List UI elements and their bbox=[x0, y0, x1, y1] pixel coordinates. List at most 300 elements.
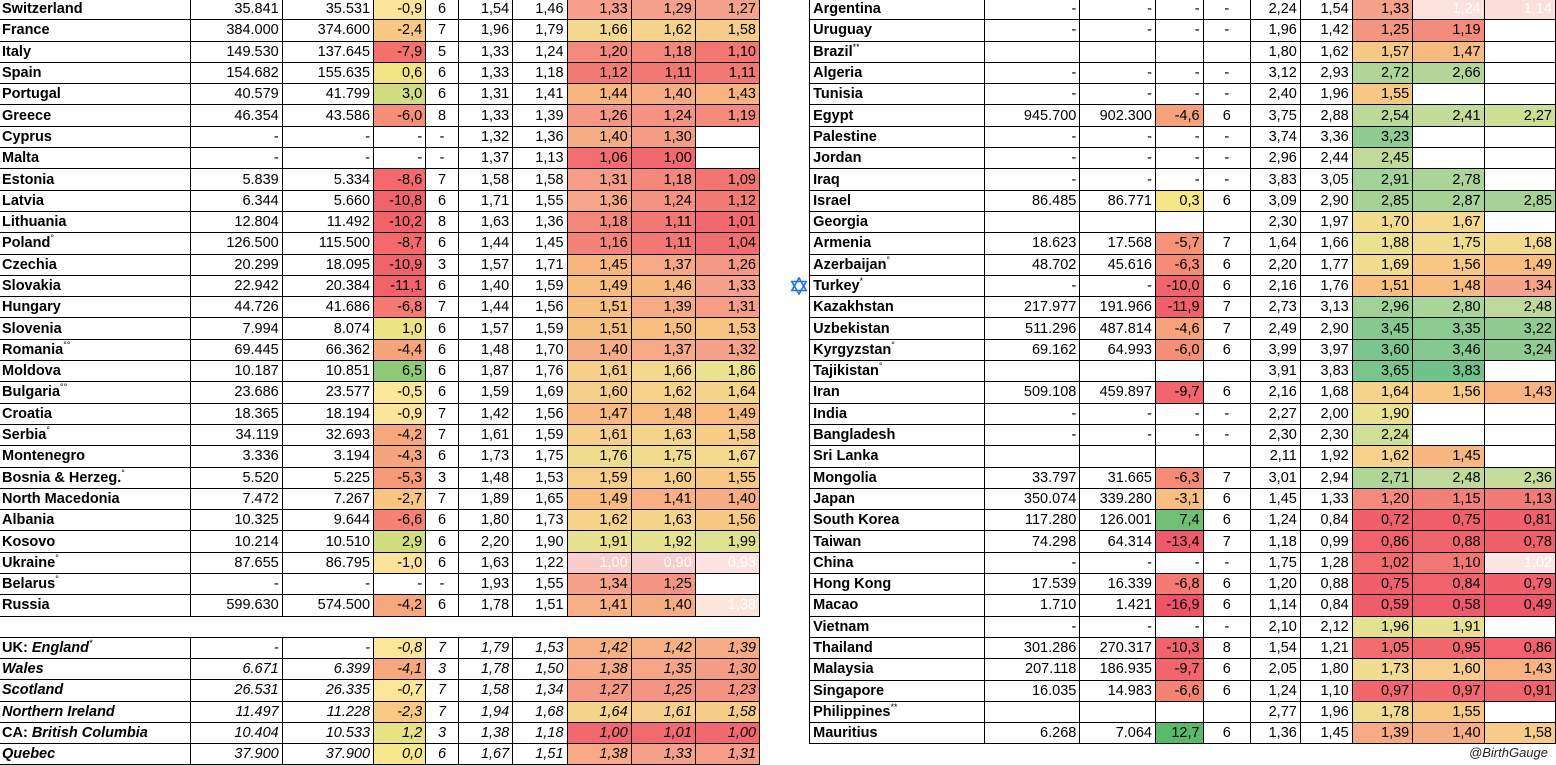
tfr-5: 3,24 bbox=[1484, 339, 1555, 360]
tfr-4: 1,10 bbox=[1413, 552, 1484, 573]
tfr-1: 1,87 bbox=[458, 361, 512, 382]
tfr-4: 1,62 bbox=[631, 382, 695, 403]
tfr-4: 1,00 bbox=[631, 148, 695, 169]
births-prev: 33.797 bbox=[985, 467, 1080, 488]
change-pct bbox=[1156, 701, 1204, 722]
marker-cell bbox=[788, 105, 810, 126]
births-prev: - bbox=[985, 148, 1080, 169]
country-label: Thailand bbox=[813, 640, 873, 657]
table-row bbox=[788, 318, 1556, 339]
table-row bbox=[0, 467, 760, 488]
months: 3 bbox=[426, 467, 459, 488]
tfr-3: 3,23 bbox=[1352, 126, 1413, 147]
months: - bbox=[1203, 169, 1251, 190]
marker-cell bbox=[788, 339, 810, 360]
footnote-mark: * bbox=[89, 637, 93, 648]
tfr-2: 3,05 bbox=[1300, 169, 1352, 190]
change-pct: -6,6 bbox=[374, 510, 426, 531]
births-prev: 16.035 bbox=[985, 680, 1080, 701]
table-row bbox=[0, 382, 760, 403]
tfr-4: 1,11 bbox=[631, 62, 695, 83]
country-name bbox=[0, 0, 191, 20]
change-pct: -1,0 bbox=[374, 552, 426, 573]
tfr-4: 1,11 bbox=[631, 211, 695, 232]
tfr-3: 1,20 bbox=[1352, 488, 1413, 509]
tfr-4: 1,24 bbox=[631, 105, 695, 126]
tfr-1: 2,30 bbox=[1251, 211, 1301, 232]
marker-cell bbox=[788, 41, 810, 62]
tfr-1: 3,09 bbox=[1251, 190, 1301, 211]
tfr-1: 1,58 bbox=[458, 680, 512, 701]
footnote-mark: ° bbox=[886, 254, 891, 265]
births-prev: 149.530 bbox=[191, 41, 282, 62]
country-name bbox=[810, 701, 985, 722]
author-credit: @BirthGauge bbox=[1469, 745, 1548, 760]
tfr-2: 1,59 bbox=[513, 275, 567, 296]
footnote-mark: ° bbox=[55, 574, 59, 585]
change-pct: -10,9 bbox=[374, 254, 426, 275]
tfr-2: 0,84 bbox=[1300, 510, 1352, 531]
tfr-3: 1,49 bbox=[567, 488, 631, 509]
marker-cell bbox=[788, 84, 810, 105]
tfr-3: 1,12 bbox=[567, 62, 631, 83]
births-prev: 11.497 bbox=[191, 701, 282, 722]
tfr-2: 1,39 bbox=[513, 105, 567, 126]
tfr-4 bbox=[1413, 126, 1484, 147]
country-label: Vietnam bbox=[813, 618, 870, 635]
births-curr: 574.500 bbox=[282, 595, 373, 616]
tfr-3: 1,90 bbox=[1352, 403, 1413, 424]
change-pct: -13,4 bbox=[1156, 531, 1204, 552]
births-curr bbox=[1080, 701, 1156, 722]
tfr-3: 0,97 bbox=[1352, 680, 1413, 701]
tfr-3: 1,06 bbox=[567, 148, 631, 169]
table-row bbox=[0, 190, 760, 211]
table-row bbox=[0, 361, 760, 382]
births-curr: 374.600 bbox=[282, 20, 373, 41]
change-pct: -6,6 bbox=[1156, 680, 1204, 701]
tfr-2: 0,84 bbox=[1300, 595, 1352, 616]
months: - bbox=[1203, 0, 1251, 20]
marker-cell bbox=[788, 0, 810, 20]
change-pct: -7,9 bbox=[374, 41, 426, 62]
births-curr bbox=[1080, 361, 1156, 382]
births-curr: 339.280 bbox=[1080, 488, 1156, 509]
births-curr: - bbox=[1080, 84, 1156, 105]
births-curr: 155.635 bbox=[282, 62, 373, 83]
tfr-1: 1,78 bbox=[458, 658, 512, 679]
tfr-1: 2,49 bbox=[1251, 318, 1301, 339]
marker-cell bbox=[788, 211, 810, 232]
tfr-1: 1,36 bbox=[1251, 723, 1301, 744]
country-label: Taiwan bbox=[813, 533, 862, 550]
months: 6 bbox=[426, 62, 459, 83]
country-name bbox=[0, 424, 191, 445]
births-curr: 191.966 bbox=[1080, 297, 1156, 318]
tfr-2: 1,54 bbox=[1300, 0, 1352, 20]
months: 7 bbox=[426, 488, 459, 509]
tfr-1: 1,57 bbox=[458, 318, 512, 339]
tfr-5: 1,40 bbox=[695, 488, 759, 509]
tfr-1: 1,14 bbox=[1251, 595, 1301, 616]
table-row bbox=[0, 126, 760, 147]
country-label: Uruguay bbox=[813, 22, 872, 39]
country-label: Armenia bbox=[813, 235, 872, 252]
change-pct: -0,9 bbox=[374, 0, 426, 20]
country-label: Mauritius bbox=[813, 725, 878, 742]
tfr-1: 1,33 bbox=[458, 41, 512, 62]
births-curr: 37.900 bbox=[282, 744, 373, 765]
table-row bbox=[788, 361, 1556, 382]
footnote-mark: °° bbox=[60, 382, 68, 393]
change-pct: -4,2 bbox=[374, 424, 426, 445]
months: 8 bbox=[1203, 637, 1251, 658]
births-curr: - bbox=[1080, 126, 1156, 147]
births-curr: 31.665 bbox=[1080, 467, 1156, 488]
marker-cell bbox=[788, 20, 810, 41]
tfr-4: 1,25 bbox=[631, 680, 695, 701]
tfr-3: 2,24 bbox=[1352, 424, 1413, 445]
months: 7 bbox=[426, 403, 459, 424]
table-row bbox=[0, 510, 760, 531]
tfr-3: 1,26 bbox=[567, 105, 631, 126]
births-prev: 6.268 bbox=[985, 723, 1080, 744]
months: 6 bbox=[1203, 574, 1251, 595]
country-name bbox=[810, 0, 985, 20]
tfr-5: 1,12 bbox=[695, 190, 759, 211]
country-label: Sri Lanka bbox=[813, 448, 879, 465]
tfr-2: 1,36 bbox=[513, 211, 567, 232]
births-prev: 1.710 bbox=[985, 595, 1080, 616]
change-pct: - bbox=[1156, 616, 1204, 637]
tfr-2: 1,45 bbox=[513, 233, 567, 254]
country-label: Bangladesh bbox=[813, 427, 896, 444]
tfr-2: 1,97 bbox=[1300, 211, 1352, 232]
table-row bbox=[788, 424, 1556, 445]
country-name bbox=[810, 574, 985, 595]
tfr-5 bbox=[1484, 84, 1555, 105]
table-row bbox=[788, 148, 1556, 169]
tfr-3: 2,71 bbox=[1352, 467, 1413, 488]
births-prev: - bbox=[985, 275, 1080, 296]
tfr-4: 1,40 bbox=[631, 84, 695, 105]
table-row bbox=[788, 701, 1556, 722]
tfr-4: 1,29 bbox=[631, 0, 695, 20]
births-prev: 10.187 bbox=[191, 361, 282, 382]
tfr-1: 1,61 bbox=[458, 424, 512, 445]
tfr-1: 1,31 bbox=[458, 84, 512, 105]
tfr-4: 2,41 bbox=[1413, 105, 1484, 126]
tfr-1: 1,96 bbox=[1251, 20, 1301, 41]
country-label: Bosnia & Herzeg. bbox=[2, 469, 122, 486]
tfr-5 bbox=[1484, 148, 1555, 169]
change-pct: 1,2 bbox=[374, 722, 426, 743]
births-prev: - bbox=[191, 574, 282, 595]
births-curr: 32.693 bbox=[282, 424, 373, 445]
marker-cell bbox=[788, 637, 810, 658]
footnote-mark: ° bbox=[121, 467, 125, 478]
tfr-2: 1,59 bbox=[513, 318, 567, 339]
table-row bbox=[0, 20, 760, 41]
country-name bbox=[0, 574, 191, 595]
births-curr: 137.645 bbox=[282, 41, 373, 62]
births-curr: - bbox=[1080, 275, 1156, 296]
tfr-4: 1,66 bbox=[631, 361, 695, 382]
country-label: Estonia bbox=[2, 171, 55, 188]
table-row bbox=[788, 62, 1556, 83]
tfr-3: 1,91 bbox=[567, 531, 631, 552]
tfr-2: 2,90 bbox=[1300, 318, 1352, 339]
births-prev bbox=[985, 211, 1080, 232]
tfr-1: 1,37 bbox=[458, 148, 512, 169]
tfr-5: 1,58 bbox=[695, 20, 759, 41]
spacer-cell bbox=[0, 616, 760, 637]
country-name bbox=[810, 105, 985, 126]
tfr-3: 3,60 bbox=[1352, 339, 1413, 360]
country-label: Hungary bbox=[2, 299, 61, 316]
change-pct: 2,9 bbox=[374, 531, 426, 552]
tfr-5: 1,32 bbox=[695, 339, 759, 360]
tfr-5: 1,31 bbox=[695, 297, 759, 318]
births-prev: 217.977 bbox=[985, 297, 1080, 318]
births-prev: 22.942 bbox=[191, 275, 282, 296]
tfr-1: 2,20 bbox=[458, 531, 512, 552]
tfr-3: 1,51 bbox=[1352, 275, 1413, 296]
tfr-5: 1,13 bbox=[1484, 488, 1555, 509]
tfr-2: 1,53 bbox=[513, 467, 567, 488]
country-name bbox=[810, 637, 985, 658]
country-name bbox=[0, 680, 191, 701]
country-label: Greece bbox=[2, 107, 52, 124]
births-curr: 3.194 bbox=[282, 446, 373, 467]
table-row bbox=[788, 467, 1556, 488]
tfr-1: 1,64 bbox=[1251, 233, 1301, 254]
tfr-3: 1,64 bbox=[1352, 382, 1413, 403]
country-name bbox=[0, 658, 191, 679]
births-curr: - bbox=[1080, 169, 1156, 190]
tfr-2: 3,97 bbox=[1300, 339, 1352, 360]
marker-cell bbox=[788, 62, 810, 83]
country-name bbox=[810, 20, 985, 41]
births-curr bbox=[1080, 446, 1156, 467]
tfr-1: 1,24 bbox=[1251, 680, 1301, 701]
table-row bbox=[788, 20, 1556, 41]
births-curr: 64.314 bbox=[1080, 531, 1156, 552]
tfr-5 bbox=[1484, 701, 1555, 722]
tfr-3: 1,61 bbox=[567, 424, 631, 445]
country-label: Belarus bbox=[2, 576, 56, 593]
births-prev: 46.354 bbox=[191, 105, 282, 126]
tfr-5: 1,10 bbox=[695, 41, 759, 62]
months: 7 bbox=[1203, 467, 1251, 488]
months: 6 bbox=[426, 744, 459, 765]
tfr-1: 1,57 bbox=[458, 254, 512, 275]
table-row bbox=[788, 446, 1556, 467]
country-label: Georgia bbox=[813, 214, 868, 231]
country-name bbox=[810, 169, 985, 190]
months: - bbox=[1203, 148, 1251, 169]
tfr-4: 2,66 bbox=[1413, 62, 1484, 83]
change-pct: -6,8 bbox=[1156, 574, 1204, 595]
tfr-2: 1,68 bbox=[513, 701, 567, 722]
tfr-4 bbox=[1413, 148, 1484, 169]
tfr-2: 1,55 bbox=[513, 190, 567, 211]
country-label: Singapore bbox=[813, 682, 885, 699]
births-prev: 6.344 bbox=[191, 190, 282, 211]
tfr-3: 1,96 bbox=[1352, 616, 1413, 637]
tfr-2: 1,55 bbox=[513, 574, 567, 595]
births-curr: - bbox=[282, 574, 373, 595]
tfr-5: 1,11 bbox=[695, 62, 759, 83]
table-row bbox=[788, 382, 1556, 403]
marker-cell bbox=[788, 488, 810, 509]
tfr-3: 1,42 bbox=[567, 637, 631, 658]
tfr-3: 2,85 bbox=[1352, 190, 1413, 211]
country-label: China bbox=[813, 554, 854, 571]
tfr-4: 2,78 bbox=[1413, 169, 1484, 190]
table-row bbox=[788, 254, 1556, 275]
tfr-1: 1,63 bbox=[458, 552, 512, 573]
marker-cell bbox=[788, 254, 810, 275]
tfr-3: 1,76 bbox=[567, 446, 631, 467]
tfr-1: 2,24 bbox=[1251, 0, 1301, 20]
tfr-5: 1,01 bbox=[695, 211, 759, 232]
tfr-2: 1,24 bbox=[513, 41, 567, 62]
births-prev: 86.485 bbox=[985, 190, 1080, 211]
months bbox=[1203, 41, 1251, 62]
births-curr: 9.644 bbox=[282, 510, 373, 531]
tfr-1: 1,48 bbox=[458, 339, 512, 360]
months: 6 bbox=[1203, 488, 1251, 509]
births-curr: 1.421 bbox=[1080, 595, 1156, 616]
country-label: Czechia bbox=[2, 256, 57, 273]
tfr-4: 1,60 bbox=[1413, 659, 1484, 680]
change-pct: -10,2 bbox=[374, 211, 426, 232]
footnote-mark: ° bbox=[891, 340, 895, 351]
change-pct: -2,7 bbox=[374, 488, 426, 509]
tfr-4: 1,19 bbox=[1413, 20, 1484, 41]
table-row bbox=[788, 84, 1556, 105]
tfr-2: 1,46 bbox=[513, 0, 567, 20]
tfr-5: 1,26 bbox=[695, 254, 759, 275]
months: 6 bbox=[426, 318, 459, 339]
births-prev: 44.726 bbox=[191, 297, 282, 318]
country-label: Hong Kong bbox=[813, 576, 892, 593]
months: 6 bbox=[1203, 510, 1251, 531]
country-label: Lithuania bbox=[2, 214, 67, 231]
country-label: Azerbaijan bbox=[813, 256, 887, 273]
months: - bbox=[1203, 62, 1251, 83]
tfr-5 bbox=[1484, 446, 1555, 467]
months: 7 bbox=[426, 424, 459, 445]
country-label: Switzerland bbox=[2, 1, 83, 18]
months: - bbox=[1203, 552, 1251, 573]
tfr-4: 1,92 bbox=[631, 531, 695, 552]
country-label: Uzbekistan bbox=[813, 320, 890, 337]
country-name bbox=[0, 595, 191, 616]
change-pct: -8,7 bbox=[374, 233, 426, 254]
months: 6 bbox=[426, 84, 459, 105]
months: 6 bbox=[426, 510, 459, 531]
births-prev: 18.365 bbox=[191, 403, 282, 424]
tfr-4 bbox=[1413, 84, 1484, 105]
change-pct: - bbox=[374, 126, 426, 147]
country-label: Scotland bbox=[2, 682, 64, 699]
births-curr: - bbox=[282, 148, 373, 169]
tfr-4: 0,88 bbox=[1413, 531, 1484, 552]
tfr-5 bbox=[695, 574, 759, 595]
tfr-1: 2,10 bbox=[1251, 616, 1301, 637]
births-prev: 384.000 bbox=[191, 20, 282, 41]
table-row bbox=[788, 41, 1556, 62]
tfr-4: 1,39 bbox=[631, 297, 695, 318]
tfr-2: 2,88 bbox=[1300, 105, 1352, 126]
tfr-5: 2,36 bbox=[1484, 467, 1555, 488]
months bbox=[1203, 211, 1251, 232]
change-pct: 12,7 bbox=[1156, 723, 1204, 744]
tfr-4: 1,18 bbox=[631, 41, 695, 62]
births-prev: 34.119 bbox=[191, 424, 282, 445]
tfr-5 bbox=[1484, 616, 1555, 637]
births-curr: 11.492 bbox=[282, 211, 373, 232]
births-prev: 126.500 bbox=[191, 233, 282, 254]
months: 7 bbox=[1203, 297, 1251, 318]
months: 7 bbox=[1203, 233, 1251, 254]
country-name bbox=[0, 126, 191, 147]
months: 6 bbox=[426, 0, 459, 20]
table-row bbox=[788, 339, 1556, 360]
tfr-4: 1,11 bbox=[631, 233, 695, 254]
tfr-2: 1,42 bbox=[1300, 20, 1352, 41]
births-curr: - bbox=[1080, 20, 1156, 41]
marker-cell bbox=[788, 531, 810, 552]
table-row bbox=[0, 488, 760, 509]
country-name bbox=[0, 552, 191, 573]
tfr-5 bbox=[1484, 169, 1555, 190]
tfr-4: 1,42 bbox=[631, 637, 695, 658]
births-curr: 35.531 bbox=[282, 0, 373, 20]
tfr-4 bbox=[1413, 403, 1484, 424]
change-pct: - bbox=[1156, 424, 1204, 445]
tfr-1: 2,96 bbox=[1251, 148, 1301, 169]
table-row bbox=[0, 658, 760, 679]
months: 6 bbox=[1203, 254, 1251, 275]
country-label: Tajikistan bbox=[813, 363, 879, 380]
tfr-5 bbox=[1484, 361, 1555, 382]
tfr-5: 1,68 bbox=[1484, 233, 1555, 254]
tfr-5: 1,19 bbox=[695, 105, 759, 126]
tfr-2: 1,18 bbox=[513, 62, 567, 83]
months: 3 bbox=[426, 254, 459, 275]
right-table bbox=[788, 0, 1556, 744]
tfr-4: 1,33 bbox=[631, 744, 695, 765]
table-row bbox=[788, 552, 1556, 573]
births-prev: - bbox=[985, 126, 1080, 147]
births-curr: - bbox=[1080, 62, 1156, 83]
country-name bbox=[0, 190, 191, 211]
months: 6 bbox=[426, 339, 459, 360]
births-curr: 20.384 bbox=[282, 275, 373, 296]
births-prev bbox=[985, 446, 1080, 467]
marker-cell bbox=[788, 403, 810, 424]
tfr-1: 1,40 bbox=[458, 275, 512, 296]
country-name bbox=[0, 531, 191, 552]
tfr-5 bbox=[1484, 62, 1555, 83]
months: 7 bbox=[426, 169, 459, 190]
country-label: Malaysia bbox=[813, 661, 874, 678]
country-name bbox=[810, 190, 985, 211]
births-curr: 8.074 bbox=[282, 318, 373, 339]
